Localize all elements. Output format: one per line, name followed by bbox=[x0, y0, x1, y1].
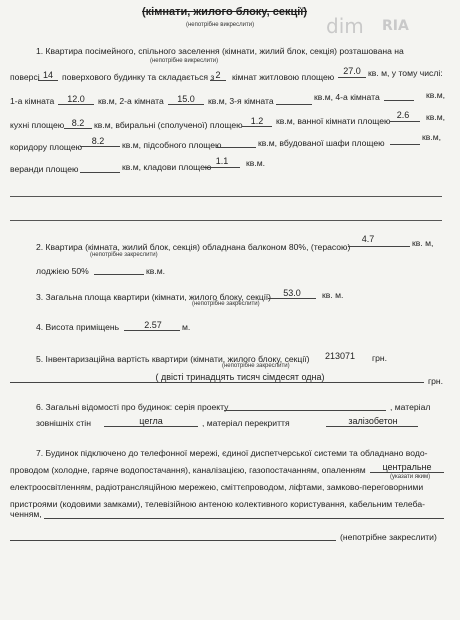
room1-value: 12.0 bbox=[67, 94, 85, 104]
floor-value: 14 bbox=[42, 70, 53, 80]
sec5-note: (непотрібне закреслити) bbox=[222, 363, 290, 369]
living-unit: кв. м, у тому числі: bbox=[368, 68, 443, 78]
ceiling-label: , матеріал перекриття bbox=[202, 418, 290, 428]
walls-value: цегла bbox=[139, 416, 163, 426]
wardrobe-label: кв.м, вбудованої шафи площею bbox=[258, 138, 385, 148]
room1-label: 1-а кімната bbox=[10, 96, 55, 106]
heating-note: (указати яким) bbox=[390, 474, 431, 480]
room2-label: кв.м, 2-а кімната bbox=[98, 96, 164, 106]
watermark-logo bbox=[326, 14, 364, 38]
doc-title-note: (непотрібне викреслити) bbox=[186, 22, 255, 28]
wardrobe-unit: кв.м, bbox=[422, 132, 442, 142]
rooms-value: 2 bbox=[215, 70, 221, 80]
living-area-value: 27.0 bbox=[343, 66, 361, 76]
sec7-line4: пристроями (кодовими замками), телевізійною антеною колективного користування, кабельним телеба- bbox=[10, 499, 425, 509]
balcony-unit: кв. м, bbox=[412, 238, 434, 248]
heating-value: центральне bbox=[382, 462, 432, 472]
inventory-value: 213071 bbox=[324, 351, 356, 361]
inventory-words: ( двісті тринадцять тисяч сімдесят одна) bbox=[155, 372, 325, 382]
sec1-line1-note: (непотрібне викреслити) bbox=[150, 58, 219, 64]
storage-label: кв.м, кладови площею bbox=[122, 162, 212, 172]
watermark-logo-ria bbox=[382, 18, 409, 34]
bath-unit: кв.м, bbox=[426, 112, 446, 122]
storage-value: 1.1 bbox=[215, 156, 229, 166]
total-area-value: 53.0 bbox=[283, 288, 301, 298]
walls-label: зовнішніх стін bbox=[36, 418, 91, 428]
sec2-note: (непотрібне закреслити) bbox=[90, 252, 158, 258]
watermark-text-ria: RIA bbox=[382, 18, 409, 34]
floor-label: поверсі bbox=[10, 72, 40, 82]
inventory-currency-2: грн. bbox=[428, 376, 444, 386]
final-note: (непотрібне закреслити) bbox=[340, 532, 437, 542]
room3-label: кв.м, 3-я кімната bbox=[208, 96, 274, 106]
sec3-note: (непотрібне закреслити) bbox=[192, 301, 260, 307]
balcony-value: 4.7 bbox=[361, 234, 375, 244]
sec7-line5: ченням, bbox=[10, 509, 42, 519]
total-area-unit: кв. м. bbox=[322, 290, 344, 300]
rooms-label: кімнат житловою площею bbox=[232, 72, 335, 82]
sec7-line3: електроосвітленням, радіотрансляційною мережею, сміттєпроводом, ліфтами, замково-переговорними bbox=[10, 482, 424, 492]
sec6-text: 6. Загальні відомості про будинок: серія проекту bbox=[36, 402, 229, 412]
toilet-label: кв.м, вбиральні (сполученої) площею bbox=[94, 120, 243, 130]
ceiling-value: залізобетон bbox=[348, 416, 398, 426]
veranda-label: веранди площею bbox=[10, 164, 79, 174]
doc-title: (кімнати, жилого блоку, секції) bbox=[142, 6, 308, 18]
sec7-line2: проводом (холодне, гаряче водопостачання), каналізацією, газопостачанням, опаленням bbox=[10, 465, 366, 475]
kitchen-value: 8.2 bbox=[71, 118, 85, 128]
sec6-material: , матеріал bbox=[390, 402, 431, 412]
loggia-unit: кв.м. bbox=[146, 266, 166, 276]
toilet-value: 1.2 bbox=[250, 116, 264, 126]
height-unit: м. bbox=[182, 322, 191, 332]
height-value: 2.57 bbox=[144, 320, 162, 330]
corridor-value: 8.2 bbox=[91, 136, 105, 146]
blank-line-1 bbox=[10, 196, 442, 197]
sec1-line1: 1. Квартира посімейного, спільного заселення (кімнати, жилий блок, секція) розташована на bbox=[36, 46, 404, 56]
utility-label: кв.м, підсобного площею bbox=[122, 140, 222, 150]
sec5-text: 5. Інвентаризаційна вартість квартири (кімнати, жилого блоку, секції) bbox=[36, 354, 310, 364]
room2-value: 15.0 bbox=[177, 94, 195, 104]
corridor-label: коридору площею bbox=[10, 142, 83, 152]
sec4-text: 4. Висота приміщень bbox=[36, 322, 120, 332]
kitchen-label: кухні площею bbox=[10, 120, 65, 130]
sec3-text: 3. Загальна площа квартири (кімнати, жилого блоку, секції) bbox=[36, 292, 271, 302]
room4-unit: кв.м, bbox=[426, 90, 446, 100]
storeys-label: поверхового будинку та складається з bbox=[62, 72, 215, 82]
bath-value: 2.6 bbox=[396, 110, 410, 120]
inventory-currency: грн. bbox=[372, 353, 388, 363]
blank-line-2 bbox=[10, 220, 442, 221]
bath-label: кв.м, ванної кімнати площею bbox=[276, 116, 391, 126]
room4-label: кв.м, 4-а кімната bbox=[314, 92, 380, 102]
storage-unit: кв.м. bbox=[246, 158, 266, 168]
sec2-text: 2. Квартира (кімната, жилий блок, секція) обладнана балконом 80%, (терасою) bbox=[36, 242, 351, 252]
loggia-label: лоджією 50% bbox=[36, 266, 89, 276]
watermark-text-dim: dim bbox=[326, 14, 364, 38]
sec7-line1: 7. Будинок підключено до телефонної мережі, єдиної диспетчерської системи та обладнано водо- bbox=[36, 448, 428, 458]
